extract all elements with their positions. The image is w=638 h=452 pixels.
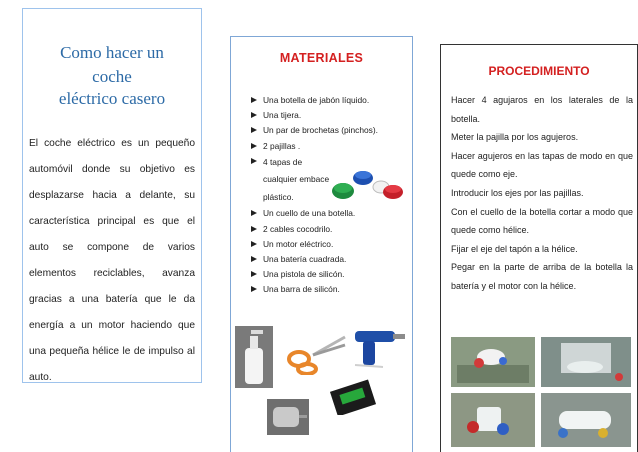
bottle-caps-image bbox=[327, 165, 407, 205]
build-photo-4 bbox=[541, 393, 631, 447]
bullet-arrow-icon bbox=[251, 143, 257, 149]
intro-text: El coche eléctrico es un pequeño automóvil donde su objetivo es desplazarse hacia a delante, su característica principal es que el auto se compone de varios elementos reciclables, avanza gracias a una batería que le da energía a un motor haciendo que una pequeña hélice le de impulso al auto. bbox=[29, 138, 195, 383]
list-item: Un motor eléctrico. bbox=[251, 237, 411, 252]
glue-gun-image bbox=[353, 325, 409, 369]
procedure-step: Hacer agujeros en las tapas de modo en que quede como eje. bbox=[451, 150, 633, 180]
procedure-step: Introducir los ejes por las pajillas. bbox=[451, 187, 584, 198]
bullet-arrow-icon bbox=[251, 112, 257, 118]
procedure-step: Hacer 4 agujaros en los laterales de la botella. bbox=[451, 95, 633, 124]
procedure-steps bbox=[451, 91, 633, 296]
list-item: Un cuello de una botella. bbox=[251, 206, 411, 221]
bullet-arrow-icon bbox=[251, 127, 257, 133]
list-item: Una botella de jabón líquido. bbox=[251, 93, 411, 108]
bullet-arrow-icon bbox=[251, 271, 257, 277]
list-item: Una barra de silicón. bbox=[251, 282, 411, 297]
bullet-arrow-icon bbox=[251, 158, 257, 164]
procedure-step: Con el cuello de la botella cortar a modo que quede como hélice. bbox=[451, 206, 633, 236]
bullet-arrow-icon bbox=[251, 97, 257, 103]
build-photo-1 bbox=[451, 337, 535, 387]
procedure-step: Fijar el eje del tapón a la hélice. bbox=[451, 243, 578, 254]
list-item: Una tijera. bbox=[251, 108, 411, 123]
title-line-2: coche bbox=[92, 67, 132, 86]
intro-panel bbox=[22, 8, 202, 383]
scissors-image bbox=[285, 333, 347, 375]
procedure-step: Pegar en la parte de arriba de la botella la batería y el motor con la hélice. bbox=[451, 262, 633, 291]
list-item: Una batería cuadrada. bbox=[251, 252, 411, 267]
list-item: Una pistola de silicón. bbox=[251, 267, 411, 282]
soap-bottle-image bbox=[233, 324, 275, 390]
bullet-arrow-icon bbox=[251, 210, 257, 216]
procedure-heading: PROCEDIMIENTO bbox=[488, 64, 590, 78]
procedure-panel bbox=[440, 44, 638, 452]
bullet-arrow-icon bbox=[251, 226, 257, 232]
list-item: 4 tapas de cualquier embace plástico. bbox=[251, 154, 333, 207]
list-item: 2 pajillas . bbox=[251, 139, 411, 154]
bullet-arrow-icon bbox=[251, 286, 257, 292]
bullet-arrow-icon bbox=[251, 241, 257, 247]
procedure-step: Meter la pajilla por los agujeros. bbox=[451, 132, 579, 143]
battery-image bbox=[327, 379, 379, 415]
materials-panel bbox=[230, 36, 413, 452]
list-item: 2 cables cocodrilo. bbox=[251, 222, 411, 237]
build-photo-3 bbox=[451, 393, 535, 447]
materials-heading: MATERIALES bbox=[279, 51, 364, 65]
motor-image bbox=[265, 397, 311, 437]
title-line-3: eléctrico casero bbox=[58, 89, 166, 108]
title-line-1: Como hacer un bbox=[60, 43, 164, 62]
build-photo-2 bbox=[541, 337, 631, 387]
bullet-arrow-icon bbox=[251, 256, 257, 262]
list-item: Un par de brochetas (pinchos). bbox=[251, 123, 411, 138]
